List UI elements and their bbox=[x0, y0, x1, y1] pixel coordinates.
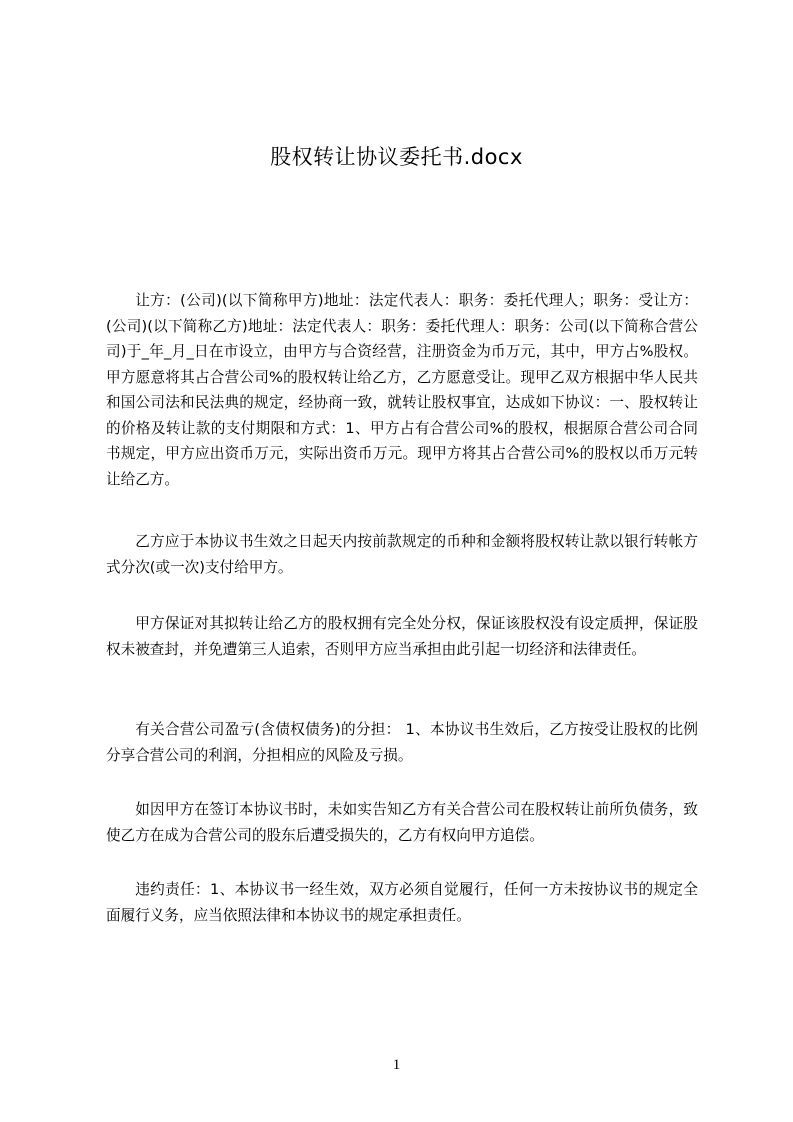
paragraph-parties-and-transfer-terms: 让方：(公司)(以下简称甲方)地址：法定代表人：职务：委托代理人；职务：受让方：(公司)(以下简称乙方)地址：法定代表人：职务：委托代理人：职务：公司(以下简称合营公司)于_年_月_日在市设立，由甲方与合资经营，注册资金为币万元，其中，甲方占%股权。甲方愿意将其占合营公司%的股权转让给乙方，乙方愿意受让。现甲乙双方根据中华人民共和国公司法和民法典的规定，经协商一致，就转让股权事宜，达成如下协议：一、股权转让的价格及转让款的支付期限和方式：1、甲方占有合营公司%的股权，根据原合营公司合同书规定，甲方应出资币万元，实际出资币万元。现甲方将其占合营公司%的股权以币万元转让给乙方。 bbox=[106, 292, 698, 488]
paragraph-guarantee: 甲方保证对其拟转让给乙方的股权拥有完全处分权，保证该股权没有设定质押，保证股权未被查封，并免遭第三人追索，否则甲方应当承担由此引起一切经济和法律责任。 bbox=[106, 615, 698, 658]
paragraph-payment: 乙方应于本协议书生效之日起天内按前款规定的币种和金额将股权转让款以银行转帐方式分次(或一次)支付给甲方。 bbox=[106, 533, 698, 576]
paragraph-debt-recourse: 如因甲方在签订本协议书时，未如实告知乙方有关合营公司在股权转让前所负债务，致使乙方在成为合营公司的股东后遭受损失的，乙方有权向甲方追偿。 bbox=[106, 801, 698, 844]
paragraph-profit-loss-sharing: 有关合营公司盈亏(含债权债务)的分担： 1、本协议书生效后，乙方按受让股权的比例分享合营公司的利润，分担相应的风险及亏损。 bbox=[106, 721, 698, 764]
document-title: 股权转让协议委托书.docx bbox=[270, 145, 523, 169]
paragraph-liability-for-breach: 违约责任：1、本协议书一经生效，双方必须自觉履行，任何一方未按协议书的规定全面履行义务，应当依照法律和本协议书的规定承担责任。 bbox=[106, 881, 698, 924]
page-number: 1 bbox=[392, 1057, 401, 1073]
